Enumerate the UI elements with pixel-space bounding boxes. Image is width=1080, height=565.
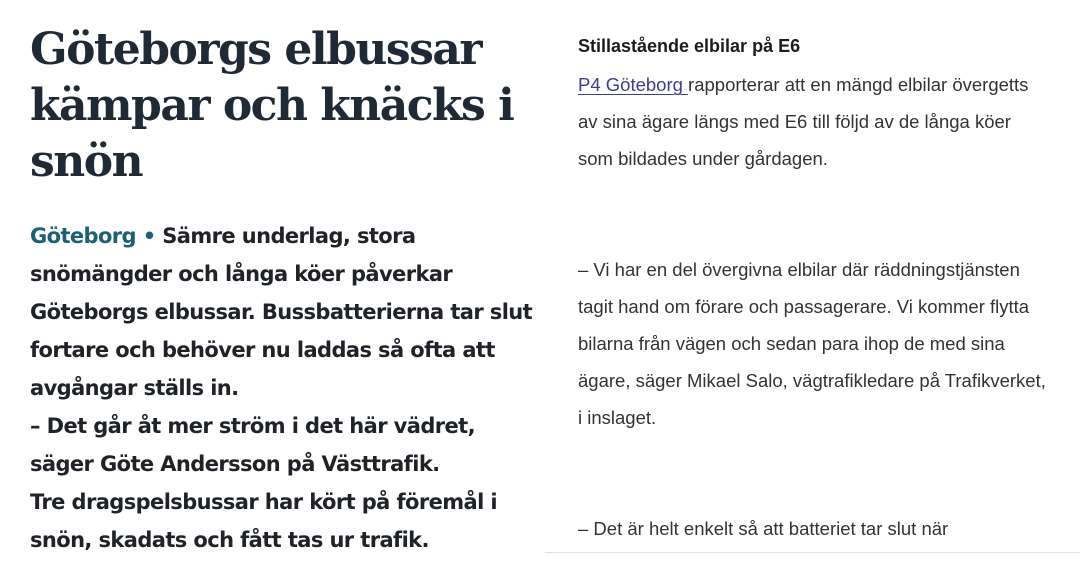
- source-link-p4-goteborg[interactable]: P4 Göteborg: [578, 74, 689, 95]
- lead-intro-text: Sämre underlag, stora snömängder och långa köer påverkar Göteborgs elbussar. Bussbatterierna tar slut fortare och behöver nu laddas så ofta att avgångar ställs in.: [30, 224, 533, 400]
- section-subheading: Stillastående elbilar på E6: [578, 36, 801, 56]
- body-paragraph-1: [578, 66, 1048, 177]
- closing-paragraph: Tre dragspelsbussar har kört på föremål i snön, skadats och fått tas ur trafik.: [30, 490, 497, 552]
- body-paragraph-3: – Det är helt enkelt så att batteriet tar slut när: [578, 518, 949, 539]
- right-article-clipping: [545, 0, 1080, 553]
- article-headline: Göteborgs elbussar kämpar och knäcks i snön: [30, 24, 514, 187]
- body-paragraph-2: – Vi har en del övergivna elbilar där räddningstjänsten tagit hand om förare och passagerare. Vi kommer flytta bilarna från vägen och sedan para ihop de med sina ägare, säger Mikael Salo, vägtrafikledare på Trafikverket, i inslaget.: [578, 259, 1046, 428]
- body-paragraph-1-text: rapporterar att en mängd elbilar övergetts av sina ägare längs med E6 till följd av de långa köer som bildades under gårdagen.: [578, 74, 1029, 169]
- dateline-bullet: •: [136, 224, 163, 248]
- article-lead: [30, 217, 535, 559]
- quote-paragraph: – Det går åt mer ström i det här vädret, säger Göte Andersson på Västtrafik.: [30, 414, 475, 476]
- dateline: Göteborg: [30, 224, 136, 248]
- lead-paragraph: [30, 217, 535, 407]
